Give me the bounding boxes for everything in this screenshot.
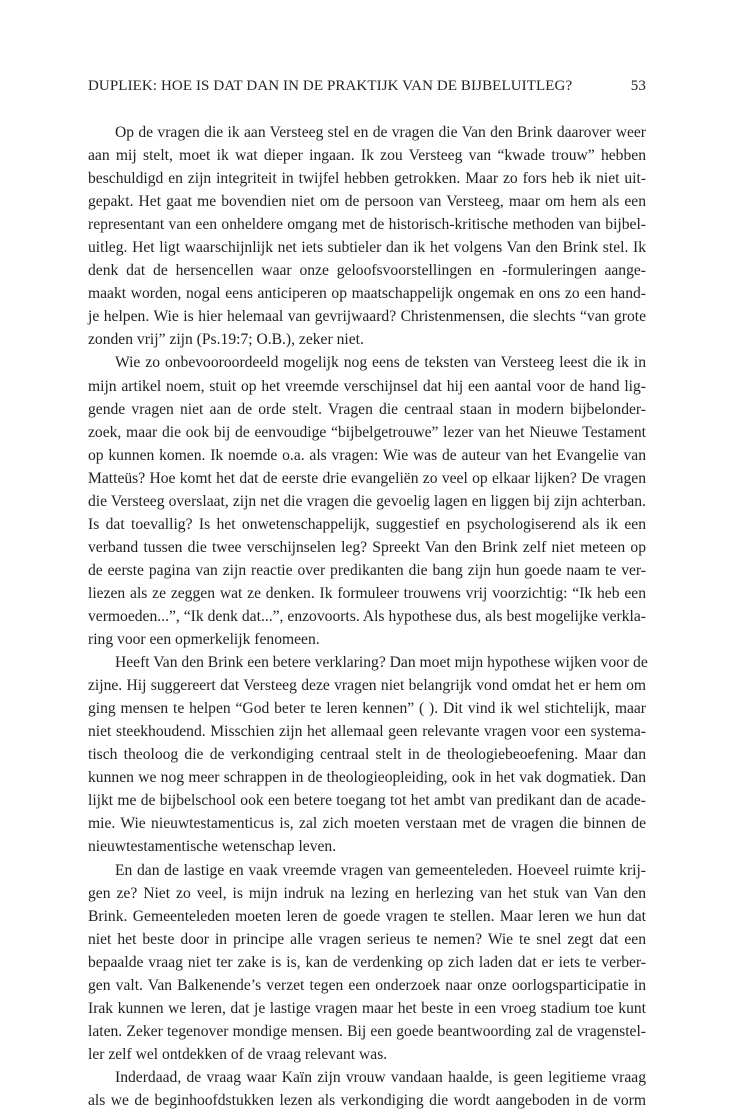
text-line: Is dat toevallig? Is het onwetenschappelijk, suggestief en psychologiserend als ik een: [88, 515, 646, 533]
text-line: niet steekhoudend. Misschien zijn het allemaal geen relevante vragen voor een systema-: [88, 723, 646, 741]
text-line: bepaalde vraag niet ter zake is is, kan de verdenking op zich laden dat er iets te verber-: [88, 953, 646, 971]
text-line: gepakt. Het gaat me bovendien niet om de persoon van Versteeg, maar om hem als een: [88, 193, 646, 211]
text-line: Heeft Van den Brink een betere verklaring? Dan moet mijn hypothese wijken voor de: [115, 654, 648, 672]
text-line: tisch theoloog die de verkondiging centraal stelt in de theologiebeoefening. Maar dan: [88, 746, 646, 764]
text-line: Brink. Gemeenteleden moeten leren de goede vragen te stellen. Maar leren we hun dat: [88, 907, 646, 925]
text-line: verband tussen die twee verschijnselen leg? Spreekt Van den Brink zelf niet meteen op: [88, 538, 646, 556]
text-line: zonden vrij” zijn (Ps.19:7; O.B.), zeker niet.: [88, 331, 364, 349]
text-line: zoek, maar die ook bij de eenvoudige “bijbelgetrouwe” lezer van het Nieuwe Testament: [88, 423, 646, 441]
text-line: zijne. Hij suggereert dat Versteeg deze vragen niet belangrijk vond omdat het er hem om: [88, 677, 646, 695]
text-line: gen valt. Van Balkenende’s verzet tegen een onderzoek naar onze oorlogsparticipatie in: [88, 976, 646, 994]
text-line: vermoeden...”, “Ik denk dat...”, enzovoorts. Als hypothese dus, als best mogelijke verkla-: [88, 607, 646, 625]
text-line: als we de beginhoofdstukken lezen als verkondiging die wordt aangeboden in de vorm: [88, 1091, 646, 1109]
text-line: ler zelf wel ontdekken of de vraag relevant was.: [88, 1045, 388, 1063]
text-line: laten. Zeker tegenover mondige mensen. Bij een goede beantwoording zal de vragenstel-: [88, 1022, 646, 1040]
text-line: Irak kunnen we leren, dat je lastige vragen maar het beste in een vroeg stadium toe kunt: [88, 999, 646, 1017]
text-line: gen ze? Niet zo veel, is mijn indruk na lezing en herlezing van het stuk van Van den: [88, 884, 646, 902]
text-line: de eerste pagina van zijn reactie over predikanten die bang zijn hun goede naam te ver-: [88, 561, 646, 579]
text-line: je helpen. Wie is hier helemaal van gevrijwaard? Christenmensen, die slechts “van grote: [88, 308, 646, 326]
text-line: ring voor een opmerkelijk fenomeen.: [88, 631, 320, 649]
body-text: [88, 121, 646, 1112]
text-line: beschuldigd en zijn integriteit in twijfel hebben getrokken. Maar zo fors heb ik niet uit-: [88, 170, 646, 188]
text-line: mijn artikel noem, stuit op het vreemde verschijnsel dat hij een aantal voor de hand lig-: [88, 377, 646, 395]
text-line: op kunnen komen. Ik noemde o.a. als vragen: Wie was de auteur van het Evangelie van: [88, 446, 646, 464]
text-line: En dan de lastige en vaak vreemde vragen van gemeenteleden. Hoeveel ruimte krij-: [115, 861, 646, 879]
text-line: nieuwtestamentische wetenschap leven.: [88, 838, 337, 856]
text-line: liezen als ze zeggen wat ze denken. Ik formuleer trouwens vrij voorzichtig: “Ik heb een: [88, 584, 646, 602]
text-line: Inderdaad, de vraag waar Kaïn zijn vrouw vandaan haalde, is geen legitieme vraag: [115, 1068, 646, 1086]
text-line: niet het beste door in principe alle vragen serieus te nemen? Wie te snel zegt dat een: [88, 930, 646, 948]
text-line: die Versteeg overslaat, zijn net die vragen die gevoelig lagen en liggen bij zijn achterban.: [88, 492, 646, 510]
running-head-title: DUPLIEK: HOE IS DAT DAN IN DE PRAKTIJK VAN DE BIJBELUITLEG?: [88, 78, 573, 94]
text-line: uitleg. Het ligt waarschijnlijk net iets subtieler dan ik het volgens Van den Brink stel. Ik: [88, 239, 646, 257]
text-line: aan mij stelt, moet ik wat dieper ingaan. Ik zou Versteeg van “kwade trouw” hebben: [88, 147, 646, 165]
text-line: maakt worden, nogal eens anticiperen op maatschappelijk ongemak en ons zo een hand-: [88, 285, 646, 303]
text-line: gende vragen niet aan de orde stelt. Vragen die centraal staan in modern bijbelonder-: [88, 400, 646, 418]
text-line: ging mensen te helpen “God beter te leren kennen” ( ). Dit vind ik wel stichtelijk, maar: [88, 700, 646, 718]
text-line: Matteüs? Hoe komt het dat de eerste drie evangeliën zo veel op elkaar lijken? De vragen: [88, 469, 646, 487]
text-line: representant van een onheldere omgang met de historisch-kritische methoden van bijbel-: [88, 216, 646, 234]
text-line: kunnen we nog meer schrappen in de theologieopleiding, ook in het vak dogmatiek. Dan: [88, 769, 646, 787]
text-line: Wie zo onbevooroordeeld mogelijk nog eens de teksten van Versteeg leest die ik in: [115, 354, 646, 372]
running-head: [88, 78, 646, 100]
text-line: lijkt me de bijbelschool ook een betere toegang tot het ambt van predikant dan de acade-: [88, 792, 646, 810]
page-number: 53: [630, 78, 646, 94]
text-line: Op de vragen die ik aan Versteeg stel en de vragen die Van den Brink daarover weer: [115, 124, 646, 141]
text-line: denk dat de hersencellen waar onze geloofsvoorstellingen en -formuleringen aange-: [88, 262, 646, 280]
text-line: mie. Wie nieuwtestamenticus is, zal zich moeten verstaan met de vragen die binnen de: [88, 815, 646, 833]
